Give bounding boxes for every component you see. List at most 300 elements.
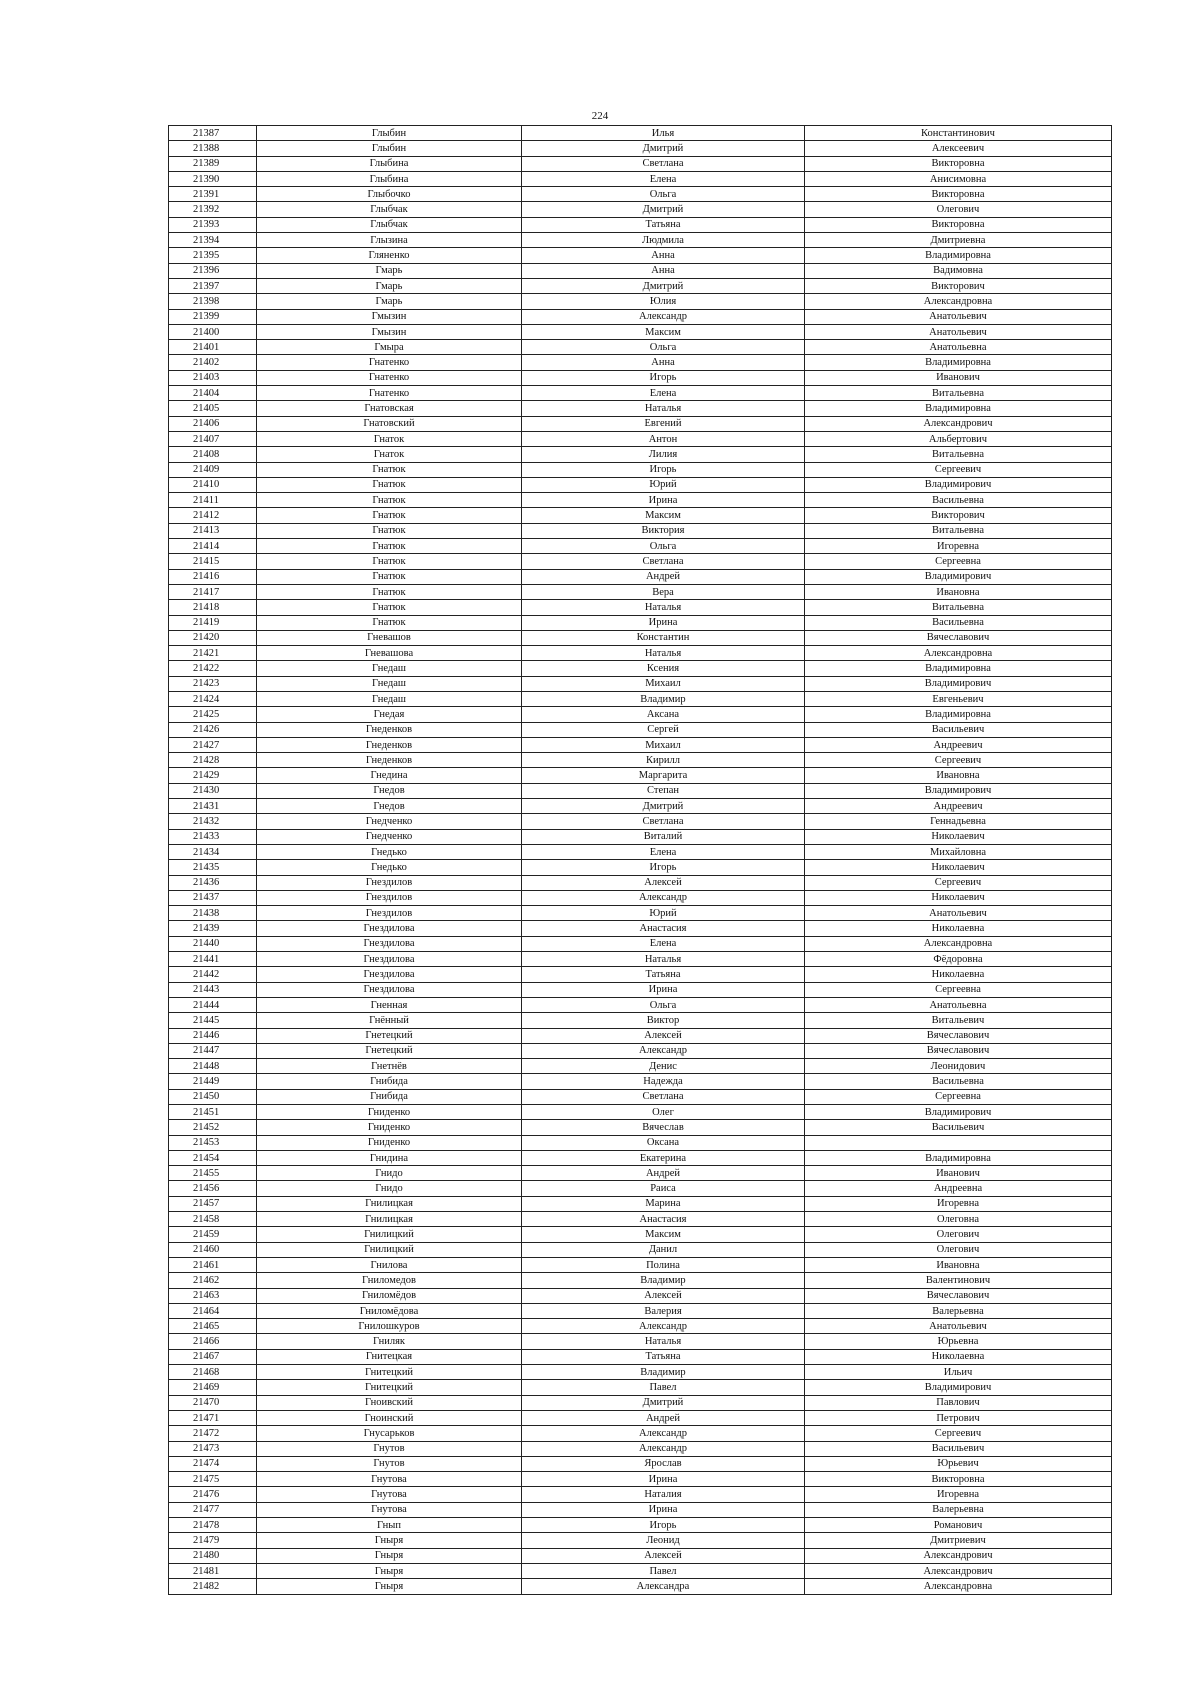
table-row — [169, 523, 1112, 538]
table-row — [169, 1395, 1112, 1410]
first-name-cell: Светлана — [522, 814, 805, 829]
registry-body — [169, 126, 1112, 1595]
row-number-cell: 21445 — [169, 1013, 257, 1028]
row-number-cell: 21428 — [169, 753, 257, 768]
patronymic-cell: Васильевич — [805, 722, 1112, 737]
first-name-cell: Полина — [522, 1257, 805, 1272]
patronymic-cell: Сергеевич — [805, 875, 1112, 890]
row-number-cell: 21414 — [169, 539, 257, 554]
surname-cell: Глыбчак — [257, 217, 522, 232]
table-row — [169, 141, 1112, 156]
table-row — [169, 875, 1112, 890]
row-number-cell: 21392 — [169, 202, 257, 217]
surname-cell: Гнедченко — [257, 814, 522, 829]
row-number-cell: 21448 — [169, 1059, 257, 1074]
surname-cell: Гнилицкий — [257, 1242, 522, 1257]
table-row — [169, 171, 1112, 186]
registry-table — [168, 125, 1112, 1595]
row-number-cell: 21389 — [169, 156, 257, 171]
surname-cell: Гнездилова — [257, 921, 522, 936]
table-row — [169, 1273, 1112, 1288]
surname-cell: Гнаток — [257, 431, 522, 446]
row-number-cell: 21442 — [169, 967, 257, 982]
patronymic-cell: Сергеевна — [805, 982, 1112, 997]
patronymic-cell: Владимирович — [805, 783, 1112, 798]
surname-cell: Гнатюк — [257, 584, 522, 599]
surname-cell: Глыбин — [257, 141, 522, 156]
row-number-cell: 21468 — [169, 1365, 257, 1380]
patronymic-cell: Витальевна — [805, 447, 1112, 462]
patronymic-cell: Александрович — [805, 416, 1112, 431]
patronymic-cell: Васильевна — [805, 615, 1112, 630]
row-number-cell: 21479 — [169, 1533, 257, 1548]
patronymic-cell: Васильевич — [805, 1120, 1112, 1135]
row-number-cell: 21461 — [169, 1257, 257, 1272]
row-number-cell: 21470 — [169, 1395, 257, 1410]
surname-cell: Гнитецкая — [257, 1349, 522, 1364]
row-number-cell: 21409 — [169, 462, 257, 477]
table-row — [169, 890, 1112, 905]
row-number-cell: 21452 — [169, 1120, 257, 1135]
table-row — [169, 1563, 1112, 1578]
patronymic-cell: Иванович — [805, 1166, 1112, 1181]
patronymic-cell: Анатольевна — [805, 340, 1112, 355]
first-name-cell: Ирина — [522, 1502, 805, 1517]
first-name-cell: Аксана — [522, 707, 805, 722]
row-number-cell: 21435 — [169, 860, 257, 875]
first-name-cell: Игорь — [522, 860, 805, 875]
patronymic-cell: Николаевна — [805, 967, 1112, 982]
patronymic-cell: Дмитриевна — [805, 233, 1112, 248]
patronymic-cell: Игоревна — [805, 1487, 1112, 1502]
table-row — [169, 202, 1112, 217]
table-row — [169, 1028, 1112, 1043]
table-row — [169, 783, 1112, 798]
table-row — [169, 1135, 1112, 1150]
patronymic-cell: Владимирович — [805, 1105, 1112, 1120]
row-number-cell: 21391 — [169, 187, 257, 202]
surname-cell: Гнилицкая — [257, 1212, 522, 1227]
patronymic-cell: Сергеевич — [805, 1426, 1112, 1441]
table-row — [169, 1319, 1112, 1334]
table-row — [169, 906, 1112, 921]
row-number-cell: 21405 — [169, 401, 257, 416]
first-name-cell: Андрей — [522, 1166, 805, 1181]
surname-cell: Гнездилова — [257, 967, 522, 982]
surname-cell: Гмарь — [257, 278, 522, 293]
patronymic-cell: Валерьевна — [805, 1303, 1112, 1318]
surname-cell: Гнатюк — [257, 554, 522, 569]
table-row — [169, 156, 1112, 171]
patronymic-cell: Александровна — [805, 646, 1112, 661]
patronymic-cell: Ильич — [805, 1365, 1112, 1380]
row-number-cell: 21395 — [169, 248, 257, 263]
row-number-cell: 21447 — [169, 1043, 257, 1058]
row-number-cell: 21469 — [169, 1380, 257, 1395]
patronymic-cell: Павлович — [805, 1395, 1112, 1410]
row-number-cell: 21477 — [169, 1502, 257, 1517]
row-number-cell: 21440 — [169, 936, 257, 951]
first-name-cell: Наталья — [522, 646, 805, 661]
row-number-cell: 21446 — [169, 1028, 257, 1043]
table-row — [169, 1043, 1112, 1058]
first-name-cell: Андрей — [522, 569, 805, 584]
row-number-cell: 21478 — [169, 1518, 257, 1533]
patronymic-cell: Владимировна — [805, 401, 1112, 416]
surname-cell: Гнутова — [257, 1487, 522, 1502]
surname-cell: Гнутов — [257, 1456, 522, 1471]
first-name-cell: Ксения — [522, 661, 805, 676]
first-name-cell: Ольга — [522, 187, 805, 202]
table-row — [169, 737, 1112, 752]
patronymic-cell: Владимировна — [805, 707, 1112, 722]
table-row — [169, 1181, 1112, 1196]
first-name-cell: Антон — [522, 431, 805, 446]
first-name-cell: Юрий — [522, 477, 805, 492]
table-row — [169, 1074, 1112, 1089]
surname-cell: Гниломёдов — [257, 1288, 522, 1303]
row-number-cell: 21394 — [169, 233, 257, 248]
first-name-cell: Илья — [522, 126, 805, 141]
row-number-cell: 21454 — [169, 1150, 257, 1165]
surname-cell: Гневашов — [257, 630, 522, 645]
patronymic-cell: Романович — [805, 1518, 1112, 1533]
table-row — [169, 217, 1112, 232]
patronymic-cell: Вячеславович — [805, 1043, 1112, 1058]
first-name-cell: Денис — [522, 1059, 805, 1074]
surname-cell: Гмарь — [257, 263, 522, 278]
table-row — [169, 1410, 1112, 1425]
table-row — [169, 539, 1112, 554]
first-name-cell: Олег — [522, 1105, 805, 1120]
surname-cell: Гнилова — [257, 1257, 522, 1272]
row-number-cell: 21460 — [169, 1242, 257, 1257]
surname-cell: Гниденко — [257, 1120, 522, 1135]
table-row — [169, 1472, 1112, 1487]
patronymic-cell: Ивановна — [805, 584, 1112, 599]
table-row — [169, 278, 1112, 293]
patronymic-cell: Николаевна — [805, 921, 1112, 936]
row-number-cell: 21408 — [169, 447, 257, 462]
surname-cell: Гнедько — [257, 844, 522, 859]
row-number-cell: 21436 — [169, 875, 257, 890]
first-name-cell: Игорь — [522, 370, 805, 385]
first-name-cell: Дмитрий — [522, 278, 805, 293]
first-name-cell: Александр — [522, 1426, 805, 1441]
table-row — [169, 967, 1112, 982]
surname-cell: Гнусарьков — [257, 1426, 522, 1441]
first-name-cell: Ирина — [522, 1472, 805, 1487]
table-row — [169, 233, 1112, 248]
first-name-cell: Елена — [522, 386, 805, 401]
first-name-cell: Ирина — [522, 982, 805, 997]
first-name-cell: Леонид — [522, 1533, 805, 1548]
patronymic-cell: Алексеевич — [805, 141, 1112, 156]
first-name-cell: Вера — [522, 584, 805, 599]
row-number-cell: 21474 — [169, 1456, 257, 1471]
patronymic-cell: Анатольевич — [805, 309, 1112, 324]
patronymic-cell: Владимировна — [805, 248, 1112, 263]
surname-cell: Гнатюк — [257, 477, 522, 492]
patronymic-cell: Иванович — [805, 370, 1112, 385]
table-row — [169, 615, 1112, 630]
patronymic-cell: Леонидович — [805, 1059, 1112, 1074]
table-row — [169, 646, 1112, 661]
table-row — [169, 1456, 1112, 1471]
table-row — [169, 386, 1112, 401]
row-number-cell: 21451 — [169, 1105, 257, 1120]
row-number-cell: 21453 — [169, 1135, 257, 1150]
patronymic-cell: Вячеславович — [805, 630, 1112, 645]
patronymic-cell: Николаевич — [805, 829, 1112, 844]
surname-cell: Гнатюк — [257, 493, 522, 508]
surname-cell: Гнатюк — [257, 600, 522, 615]
row-number-cell: 21402 — [169, 355, 257, 370]
patronymic-cell: Викторовна — [805, 156, 1112, 171]
surname-cell: Гнатюк — [257, 539, 522, 554]
table-row — [169, 1105, 1112, 1120]
row-number-cell: 21481 — [169, 1563, 257, 1578]
table-row — [169, 799, 1112, 814]
row-number-cell: 21467 — [169, 1349, 257, 1364]
first-name-cell: Татьяна — [522, 217, 805, 232]
first-name-cell: Анна — [522, 248, 805, 263]
surname-cell: Гнитецкий — [257, 1365, 522, 1380]
first-name-cell: Оксана — [522, 1135, 805, 1150]
surname-cell: Гниденко — [257, 1105, 522, 1120]
surname-cell: Гнатенко — [257, 386, 522, 401]
first-name-cell: Татьяна — [522, 967, 805, 982]
table-row — [169, 309, 1112, 324]
first-name-cell: Людмила — [522, 233, 805, 248]
table-row — [169, 1212, 1112, 1227]
table-row — [169, 676, 1112, 691]
patronymic-cell: Андреевна — [805, 1181, 1112, 1196]
first-name-cell: Ольга — [522, 340, 805, 355]
row-number-cell: 21480 — [169, 1548, 257, 1563]
patronymic-cell: Александрович — [805, 1563, 1112, 1578]
surname-cell: Гнатюк — [257, 462, 522, 477]
first-name-cell: Александр — [522, 1319, 805, 1334]
table-row — [169, 1196, 1112, 1211]
row-number-cell: 21401 — [169, 340, 257, 355]
first-name-cell: Валерия — [522, 1303, 805, 1318]
surname-cell: Гнибида — [257, 1074, 522, 1089]
patronymic-cell: Васильевич — [805, 1441, 1112, 1456]
table-row — [169, 829, 1112, 844]
patronymic-cell: Геннадьевна — [805, 814, 1112, 829]
first-name-cell: Александр — [522, 1441, 805, 1456]
patronymic-cell: Александровна — [805, 294, 1112, 309]
row-number-cell: 21424 — [169, 691, 257, 706]
patronymic-cell: Юрьевна — [805, 1334, 1112, 1349]
row-number-cell: 21387 — [169, 126, 257, 141]
patronymic-cell: Анатольевна — [805, 997, 1112, 1012]
first-name-cell: Дмитрий — [522, 799, 805, 814]
first-name-cell: Виктория — [522, 523, 805, 538]
surname-cell: Гнедаш — [257, 691, 522, 706]
table-row — [169, 1579, 1112, 1594]
table-row — [169, 921, 1112, 936]
table-row — [169, 1013, 1112, 1028]
patronymic-cell: Сергеевич — [805, 462, 1112, 477]
row-number-cell: 21399 — [169, 309, 257, 324]
row-number-cell: 21388 — [169, 141, 257, 156]
patronymic-cell: Владимирович — [805, 676, 1112, 691]
table-row — [169, 1334, 1112, 1349]
patronymic-cell: Анатольевич — [805, 906, 1112, 921]
row-number-cell: 21406 — [169, 416, 257, 431]
surname-cell: Гниденко — [257, 1135, 522, 1150]
surname-cell: Гнилицкая — [257, 1196, 522, 1211]
surname-cell: Гниломедов — [257, 1273, 522, 1288]
row-number-cell: 21434 — [169, 844, 257, 859]
table-row — [169, 1548, 1112, 1563]
row-number-cell: 21457 — [169, 1196, 257, 1211]
first-name-cell: Ольга — [522, 997, 805, 1012]
surname-cell: Гнеденков — [257, 753, 522, 768]
surname-cell: Гнутова — [257, 1502, 522, 1517]
table-row — [169, 1426, 1112, 1441]
first-name-cell: Михаил — [522, 737, 805, 752]
first-name-cell: Елена — [522, 844, 805, 859]
patronymic-cell: Олегович — [805, 202, 1112, 217]
patronymic-cell: Евгеньевич — [805, 691, 1112, 706]
table-row — [169, 126, 1112, 141]
surname-cell: Гноивский — [257, 1395, 522, 1410]
first-name-cell: Марина — [522, 1196, 805, 1211]
table-row — [169, 431, 1112, 446]
table-row — [169, 997, 1112, 1012]
row-number-cell: 21471 — [169, 1410, 257, 1425]
patronymic-cell — [805, 1135, 1112, 1150]
row-number-cell: 21437 — [169, 890, 257, 905]
first-name-cell: Елена — [522, 936, 805, 951]
patronymic-cell: Викторовна — [805, 1472, 1112, 1487]
patronymic-cell: Николаевич — [805, 890, 1112, 905]
surname-cell: Гнаток — [257, 447, 522, 462]
surname-cell: Гнидо — [257, 1181, 522, 1196]
surname-cell: Гнидина — [257, 1150, 522, 1165]
table-row — [169, 1150, 1112, 1165]
row-number-cell: 21393 — [169, 217, 257, 232]
surname-cell: Гнатюк — [257, 569, 522, 584]
table-row — [169, 691, 1112, 706]
row-number-cell: 21421 — [169, 646, 257, 661]
table-row — [169, 1349, 1112, 1364]
first-name-cell: Кирилл — [522, 753, 805, 768]
table-row — [169, 600, 1112, 615]
row-number-cell: 21422 — [169, 661, 257, 676]
first-name-cell: Алексей — [522, 1288, 805, 1303]
table-row — [169, 1227, 1112, 1242]
surname-cell: Гнедченко — [257, 829, 522, 844]
patronymic-cell: Николаевна — [805, 1349, 1112, 1364]
table-row — [169, 584, 1112, 599]
patronymic-cell: Ивановна — [805, 768, 1112, 783]
patronymic-cell: Игоревна — [805, 539, 1112, 554]
row-number-cell: 21455 — [169, 1166, 257, 1181]
first-name-cell: Константин — [522, 630, 805, 645]
surname-cell: Гныря — [257, 1533, 522, 1548]
surname-cell: Гнедина — [257, 768, 522, 783]
surname-cell: Гнедаш — [257, 676, 522, 691]
table-row — [169, 187, 1112, 202]
patronymic-cell: Витальевна — [805, 600, 1112, 615]
surname-cell: Гныря — [257, 1579, 522, 1594]
row-number-cell: 21425 — [169, 707, 257, 722]
patronymic-cell: Александровна — [805, 936, 1112, 951]
first-name-cell: Татьяна — [522, 1349, 805, 1364]
table-row — [169, 1166, 1112, 1181]
patronymic-cell: Ивановна — [805, 1257, 1112, 1272]
surname-cell: Глызина — [257, 233, 522, 248]
row-number-cell: 21463 — [169, 1288, 257, 1303]
first-name-cell: Игорь — [522, 1518, 805, 1533]
patronymic-cell: Николаевич — [805, 860, 1112, 875]
surname-cell: Гнездилова — [257, 936, 522, 951]
surname-cell: Гнездилова — [257, 982, 522, 997]
row-number-cell: 21475 — [169, 1472, 257, 1487]
surname-cell: Глыбина — [257, 156, 522, 171]
surname-cell: Гноинский — [257, 1410, 522, 1425]
surname-cell: Гныря — [257, 1563, 522, 1578]
first-name-cell: Виталий — [522, 829, 805, 844]
surname-cell: Гнетецкий — [257, 1043, 522, 1058]
row-number-cell: 21410 — [169, 477, 257, 492]
patronymic-cell: Валерьевна — [805, 1502, 1112, 1517]
patronymic-cell: Дмитриевич — [805, 1533, 1112, 1548]
first-name-cell: Анна — [522, 263, 805, 278]
patronymic-cell: Владимирович — [805, 569, 1112, 584]
first-name-cell: Елена — [522, 171, 805, 186]
table-row — [169, 1380, 1112, 1395]
table-row — [169, 447, 1112, 462]
row-number-cell: 21443 — [169, 982, 257, 997]
first-name-cell: Максим — [522, 1227, 805, 1242]
row-number-cell: 21431 — [169, 799, 257, 814]
table-row — [169, 1257, 1112, 1272]
first-name-cell: Светлана — [522, 156, 805, 171]
patronymic-cell: Константинович — [805, 126, 1112, 141]
patronymic-cell: Витальевна — [805, 523, 1112, 538]
row-number-cell: 21433 — [169, 829, 257, 844]
row-number-cell: 21464 — [169, 1303, 257, 1318]
surname-cell: Гмызин — [257, 324, 522, 339]
row-number-cell: 21420 — [169, 630, 257, 645]
table-row — [169, 1533, 1112, 1548]
table-row — [169, 753, 1112, 768]
first-name-cell: Наталья — [522, 1334, 805, 1349]
patronymic-cell: Владимирович — [805, 477, 1112, 492]
surname-cell: Гнетецкий — [257, 1028, 522, 1043]
patronymic-cell: Викторовна — [805, 217, 1112, 232]
first-name-cell: Раиса — [522, 1181, 805, 1196]
first-name-cell: Сергей — [522, 722, 805, 737]
row-number-cell: 21459 — [169, 1227, 257, 1242]
row-number-cell: 21466 — [169, 1334, 257, 1349]
first-name-cell: Анастасия — [522, 921, 805, 936]
first-name-cell: Максим — [522, 508, 805, 523]
row-number-cell: 21472 — [169, 1426, 257, 1441]
row-number-cell: 21413 — [169, 523, 257, 538]
surname-cell: Гмыра — [257, 340, 522, 355]
first-name-cell: Наталья — [522, 952, 805, 967]
first-name-cell: Ярослав — [522, 1456, 805, 1471]
first-name-cell: Маргарита — [522, 768, 805, 783]
surname-cell: Гнедько — [257, 860, 522, 875]
row-number-cell: 21473 — [169, 1441, 257, 1456]
